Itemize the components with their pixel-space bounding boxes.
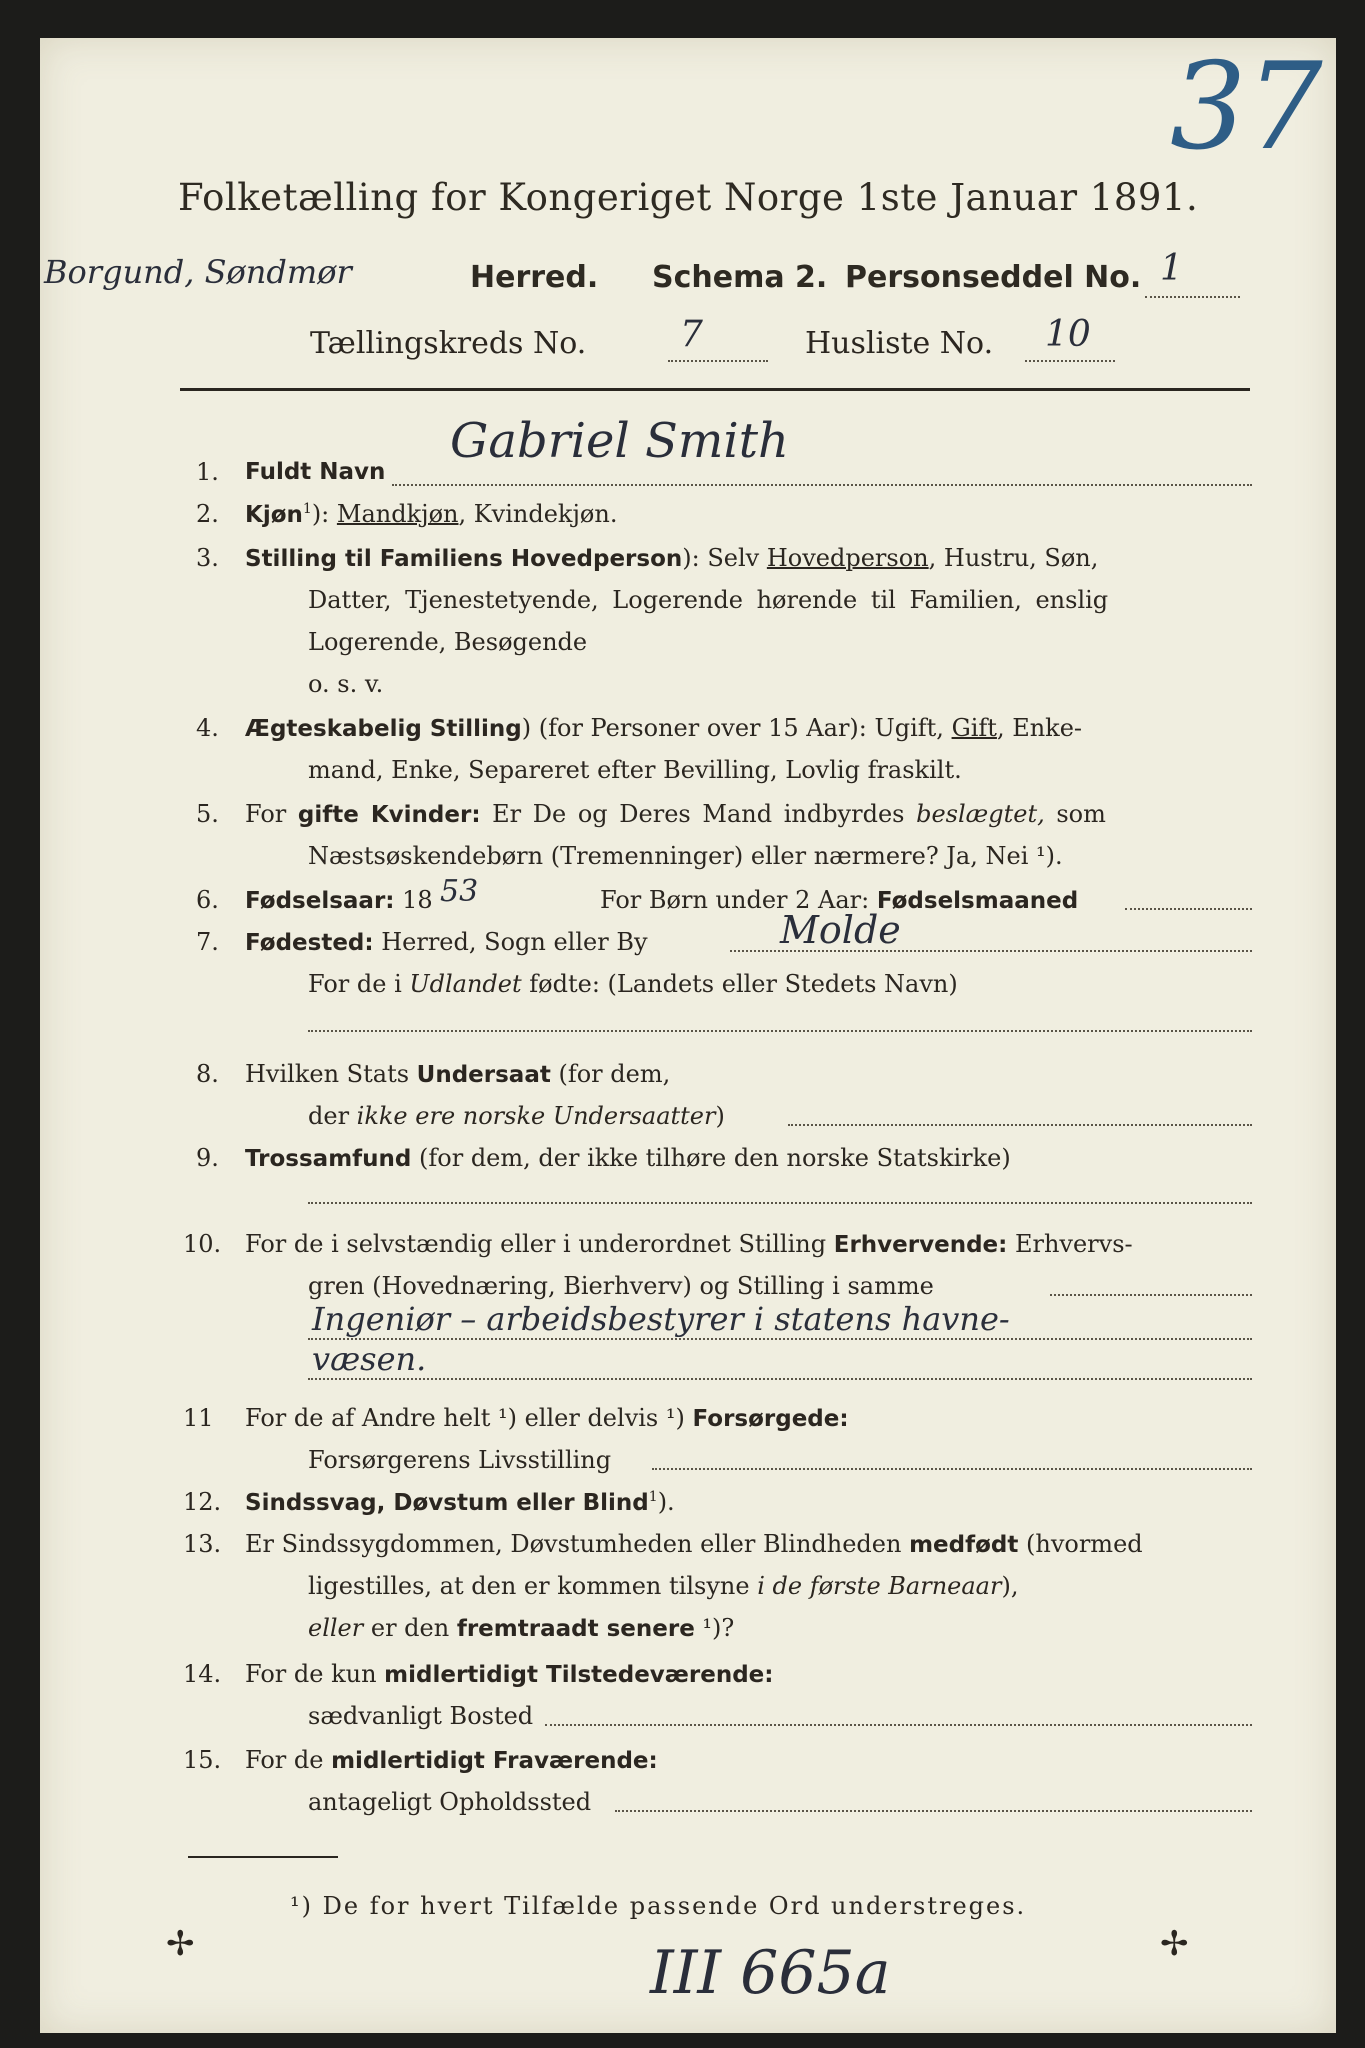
item-6-number: 6. (196, 886, 219, 914)
occupation-value-1: Ingeniør – arbeidsbestyrer i statens havne- (312, 1300, 1010, 1338)
birth-month-label: Fødselsmaaned (876, 888, 1079, 914)
temporary-present-row (245, 1660, 773, 1688)
supporter-occupation-dots (652, 1468, 1252, 1470)
temporary-absent-row (245, 1746, 658, 1774)
congenital-row (245, 1530, 1143, 1558)
footnote: ¹) De for hvert Tilfælde passende Ord understreges. (290, 1892, 1027, 1920)
family-position-others: , Hustru, Søn, (928, 544, 1099, 572)
probable-residence-label: antageligt Opholdssted (308, 1788, 592, 1816)
religion-text: (for dem, der ikke tilhøre den norske Statskirke) (411, 1144, 1011, 1172)
disability-label: Sindssvag, Døvstum eller Blind (245, 1490, 649, 1516)
taellingskreds-dots (668, 360, 768, 362)
usual-residence-dots (545, 1724, 1252, 1726)
birth-year-prefix: 18 (394, 886, 433, 914)
census-form-page (40, 38, 1336, 2033)
birth-year-label: Fødselsaar: (245, 888, 395, 914)
disability-end: ). (657, 1488, 675, 1516)
citizenship-label: Undersaat (416, 1062, 551, 1088)
sex-footnote-mark: 1 (302, 501, 312, 517)
birthplace-abroad-dots (308, 1030, 1252, 1032)
married-women-line-2: Næstsøskendebørn (Tremenninger) eller nærmere? Ja, Nei ¹). (308, 842, 1063, 870)
religion-row (245, 1144, 1011, 1172)
item-10-number: 10. (183, 1230, 222, 1258)
header-divider (180, 388, 1250, 391)
supported-label: Forsørgede: (692, 1406, 849, 1432)
congenital-a: Er Sindssygdommen, Døvstumheden eller Blindheden (245, 1530, 910, 1558)
birth-year-value: 53 (440, 874, 479, 909)
probable-residence-dots (615, 1810, 1252, 1812)
temporary-present-a: For de kun (245, 1660, 385, 1688)
sex-label: Kjøn (245, 502, 303, 528)
herred-label: Herred. (470, 260, 599, 295)
marital-status-end: , Enke- (996, 714, 1083, 742)
birthplace-dots (730, 950, 1252, 952)
sex-option-female: , Kvindekjøn. (458, 500, 618, 528)
birth-month-text: For Børn under 2 Aar: (600, 886, 877, 914)
item-2-number: 2. (196, 500, 219, 528)
husliste-dots (1025, 360, 1115, 362)
citizenship-a: Hvilken Stats (245, 1060, 417, 1088)
congenital-line-3-b: ¹)? (694, 1614, 735, 1642)
married-women-label: gifte Kvinder: (297, 802, 481, 828)
item-3-number: 3. (196, 544, 219, 572)
congenital-line-3-it: eller (308, 1614, 364, 1642)
citizenship-dots (788, 1124, 1252, 1126)
family-position-line-4: o. s. v. (308, 670, 384, 698)
schema-label: Schema 2. (652, 260, 828, 295)
corner-mark-left: ✢ (166, 1924, 195, 1964)
item-8-number: 8. (196, 1060, 219, 1088)
birth-month-dots (1125, 908, 1252, 910)
birthplace-abroad-it: Udlandet (409, 970, 522, 998)
supporter-occupation-label: Forsørgerens Livsstilling (308, 1446, 612, 1474)
congenital-line-2-a: ligestilles, at den er kommen tilsyne (308, 1572, 758, 1600)
birth-year-row (245, 886, 433, 914)
birthplace-row (245, 928, 648, 956)
marital-status-line-2: mand, Enke, Separeret efter Bevilling, Lovlig fraskilt. (308, 756, 962, 784)
marital-status-label: Ægteskabelig Stilling (245, 716, 522, 742)
archive-mark: III 665a (650, 1938, 891, 2008)
item-1-number: 1. (196, 458, 219, 486)
occupation-a: For de i selvstændig eller i underordnet Stilling (245, 1230, 834, 1258)
married-women-question: Er De og Deres Mand indbyrdes (480, 800, 917, 828)
occupation-line-2: gren (Hovednæring, Bierhverv) og Stilling i samme (308, 1272, 934, 1300)
birthplace-text: Herred, Sogn eller By (373, 928, 648, 956)
temporary-absent-a: For de (245, 1746, 332, 1774)
congenital-line-2 (308, 1572, 1018, 1600)
religion-dots (308, 1202, 1252, 1204)
item-15-number: 15. (183, 1746, 222, 1774)
form-title: Folketælling for Kongeriget Norge 1ste Januar 1891. (178, 176, 1199, 219)
archive-number: 37 (1170, 38, 1323, 177)
family-position-label: Stilling til Familiens Hovedperson (245, 546, 683, 572)
family-position-option-head: Hovedperson (766, 544, 929, 572)
married-women-row (245, 800, 1106, 828)
item-13-number: 13. (183, 1530, 222, 1558)
citizenship-line-2-it: ikke ere norske Undersaatter (356, 1102, 716, 1130)
citizenship-b: (for dem, (550, 1060, 671, 1088)
disability-row (245, 1488, 675, 1516)
married-women-related: beslægtet, (916, 800, 1045, 828)
item-14-number: 14. (183, 1660, 222, 1688)
citizenship-line-2 (308, 1102, 725, 1130)
full-name-dots (392, 484, 1252, 486)
citizenship-row (245, 1060, 670, 1088)
supported-row (245, 1404, 849, 1432)
taellingskreds-value: 7 (680, 314, 703, 355)
birthplace-abroad-a: For de i (308, 970, 410, 998)
taellingskreds-label: Tællingskreds No. (310, 326, 587, 361)
full-name-value: Gabriel Smith (450, 413, 789, 469)
family-position-row (245, 544, 1098, 572)
personseddel-label: Personseddel No. (845, 260, 1142, 295)
congenital-line-2-it: i de første Barneaar (757, 1572, 1002, 1600)
husliste-label: Husliste No. (805, 326, 994, 361)
marital-status-text: ) (for Personer over 15 Aar): Ugift, (521, 714, 952, 742)
citizenship-line-2-a: der (308, 1102, 357, 1130)
item-7-number: 7. (196, 928, 219, 956)
occupation-dots-1 (1050, 1294, 1252, 1296)
usual-residence-label: sædvanligt Bosted (308, 1702, 534, 1730)
occupation-label: Erhvervende: (833, 1232, 1008, 1258)
personseddel-dots (1145, 296, 1240, 298)
birthplace-abroad-row (308, 970, 958, 998)
birthplace-value: Molde (780, 908, 901, 952)
family-position-line-2: Datter, Tjenestetyende, Logerende hørende til Familien, enslig (308, 586, 1109, 614)
item-9-number: 9. (196, 1144, 219, 1172)
corner-mark-right: ✢ (1160, 1924, 1189, 1964)
herred-value: Borgund, Søndmør (44, 253, 352, 291)
citizenship-line-2-b: ) (715, 1102, 725, 1130)
marital-status-row (245, 714, 1082, 742)
occupation-b: Erhvervs- (1007, 1230, 1133, 1258)
item-4-number: 4. (196, 714, 219, 742)
sex-row (245, 500, 617, 528)
sex-paren: ): (311, 500, 337, 528)
congenital-line-2-b: ), (1001, 1572, 1019, 1600)
sex-option-male: Mandkjøn (336, 500, 459, 528)
birthplace-label: Fødested: (245, 930, 374, 956)
occupation-value-2: væsen. (312, 1340, 427, 1378)
occupation-dots-3 (308, 1378, 1252, 1380)
family-position-line-3: Logerende, Besøgende (308, 628, 588, 656)
married-women-for: For (245, 800, 298, 828)
congenital-b: (hvormed (1018, 1530, 1143, 1558)
birthplace-abroad-b: fødte: (Landets eller Stedets Navn) (521, 970, 958, 998)
temporary-absent-label: midlertidigt Fraværende: (331, 1748, 658, 1774)
footnote-divider (188, 1856, 338, 1858)
marital-option-married: Gift (951, 714, 997, 742)
congenital-line-3 (308, 1614, 734, 1642)
item-11-number: 11 (183, 1404, 214, 1432)
item-5-number: 5. (196, 800, 219, 828)
congenital-line-3-a: er den (363, 1614, 457, 1642)
religion-label: Trossamfund (245, 1146, 412, 1172)
occupation-row (245, 1230, 1133, 1258)
congenital-label: medfødt (909, 1532, 1019, 1558)
temporary-present-label: midlertidigt Tilstedeværende: (384, 1662, 774, 1688)
family-position-self: ): Selv (682, 544, 767, 572)
husliste-value: 10 (1045, 314, 1091, 355)
item-12-number: 12. (183, 1488, 222, 1516)
disability-footnote-mark: 1 (648, 1489, 658, 1505)
full-name-label: Fuldt Navn (245, 459, 386, 485)
supported-a: For de af Andre helt ¹) eller delvis ¹) (245, 1404, 693, 1432)
personseddel-value: 1 (1160, 248, 1183, 289)
congenital-later-label: fremtraadt senere (456, 1616, 695, 1642)
married-women-som: som (1044, 800, 1106, 828)
occupation-dots-2 (308, 1338, 1252, 1340)
